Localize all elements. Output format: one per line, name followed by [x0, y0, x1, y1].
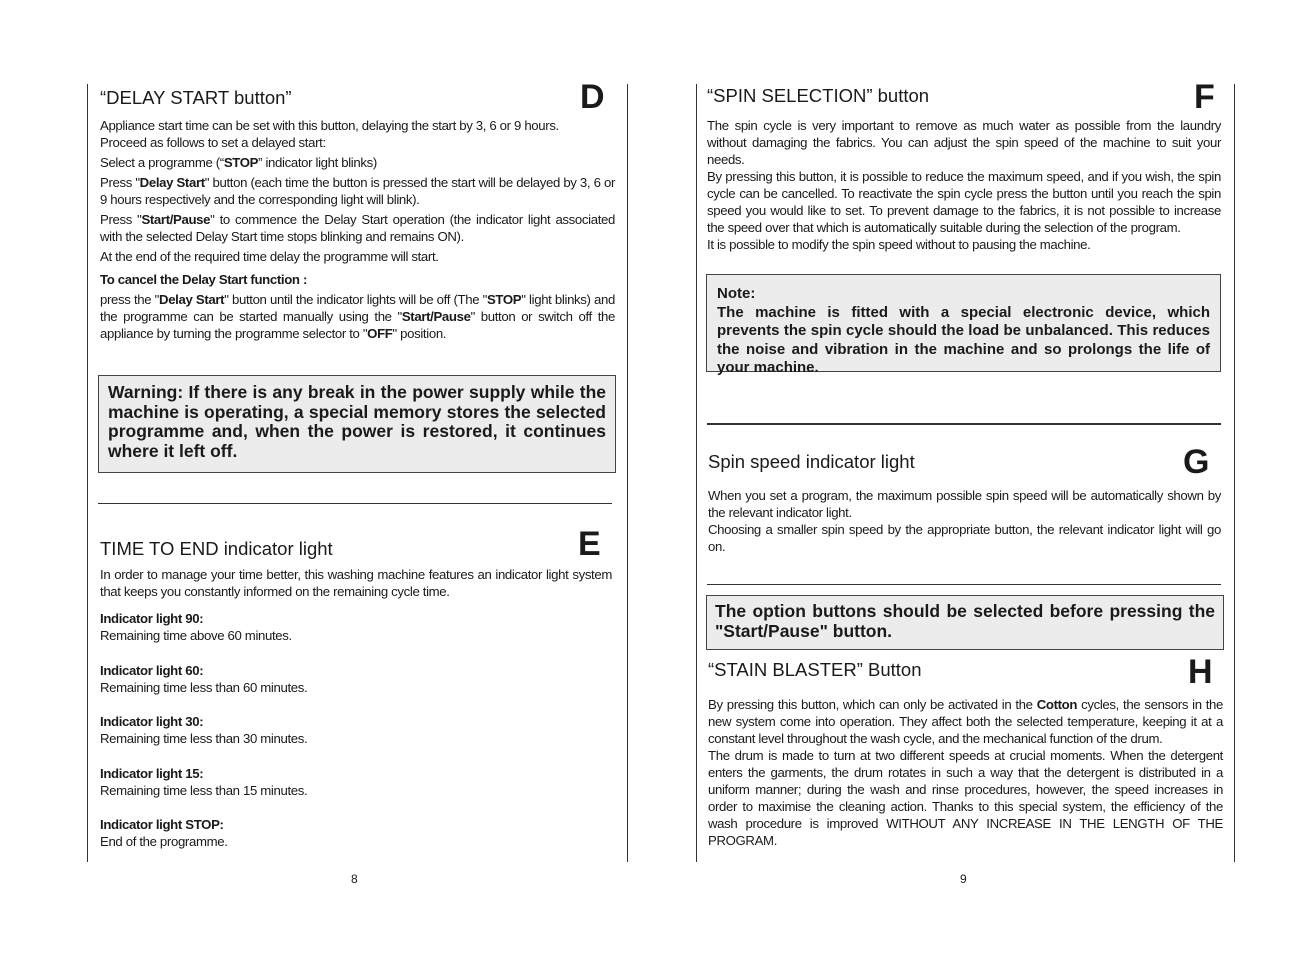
indicator-item-15: Indicator light 15: Remaining time less than 15 minutes.	[100, 766, 308, 798]
section-letter-e: E	[578, 525, 601, 563]
right-section-divider-2	[707, 584, 1221, 585]
stain-para-1: By pressing this button, which can only be activated in the Cotton cycles, the sensors in the new system come into operation. They affect both the selected temperature, keeping it at a constant level throughout the wash cycle, and the mechanical function of the drum.	[708, 697, 1224, 746]
right-section-divider-1	[707, 423, 1221, 425]
stain-para-2: The drum is made to turn at two different speeds at crucial moments. When the detergent enters the garments, the drum rotates in such a way that the detergent is distributed in a uniform manner; during the wash and rinse procedures, however, the speed increases in order to maximise the cleaning action. Thanks to this special system, the efficiency of the wash procedure is improved WITHOUT ANY INCREASE IN THE LENGTH OF THE PROGRAM.	[708, 748, 1223, 848]
spin-indicator-body	[708, 487, 1221, 555]
spin-selection-title: “SPIN SELECTION” button	[707, 85, 930, 106]
delay-intro-2: Proceed as follows to set a delayed start:	[100, 135, 326, 150]
section-letter-g: G	[1183, 443, 1210, 481]
delay-start-body	[100, 117, 615, 345]
stain-blaster-title: “STAIN BLASTER” Button	[708, 659, 922, 680]
left-section-divider	[98, 503, 612, 504]
spin-indicator-para-2: Choosing a smaller spin speed by the appropriate button, the relevant indicator light will go on.	[708, 522, 1221, 554]
time-to-end-intro: In order to manage your time better, this washing machine features an indicator light system that keeps you constantly informed on the remaining cycle time.	[100, 567, 612, 599]
spin-para-1: The spin cycle is very important to remove as much water as possible from the laundry without damaging the fabrics. You can adjust the spin speed of the machine to suit your needs.	[707, 118, 1221, 167]
spin-indicator-para-1: When you set a program, the maximum possible spin speed will be automatically shown by the relevant indicator light.	[708, 488, 1221, 520]
note-label: Note:	[717, 285, 756, 302]
right-page-left-line	[696, 84, 697, 862]
right-margin-line	[1234, 84, 1235, 862]
indicator-item-stop: Indicator light STOP: End of the programme.	[100, 817, 228, 849]
spin-para-2: By pressing this button, it is possible to reduce the maximum speed, and if you wish, the spin cycle can be cancelled. To reactivate the spin cycle press the button until you reach the spin speed you would like to set. To prevent damage to the fabrics, it is not possible to increase the speed over that which is automatically suitable during the selection of the program.	[707, 169, 1221, 235]
page-number-left: 8	[351, 872, 358, 886]
delay-start-title: “DELAY START button”	[100, 87, 292, 108]
left-margin-line	[87, 84, 88, 862]
note-box	[706, 274, 1221, 376]
spin-selection-body	[707, 117, 1221, 253]
time-to-end-title: TIME TO END indicator light	[100, 538, 333, 559]
note-text: The machine is fitted with a special electronic device, which prevents the spin cycle should the load be unbalanced. This reduces the noise and vibration in the machine and so prolongs the life of your machine.	[717, 303, 1210, 376]
delay-step-1: Select a programme (“STOP” indicator light blinks)	[100, 155, 377, 170]
left-page-right-line	[627, 84, 628, 862]
option-note-box	[706, 595, 1224, 650]
stain-blaster-body	[708, 696, 1223, 849]
section-letter-d: D	[580, 78, 605, 116]
indicator-item-90: Indicator light 90: Remaining time above 60 minutes.	[100, 611, 292, 643]
section-letter-h: H	[1188, 653, 1213, 691]
option-note-text: The option buttons should be selected before pressing the "Start/Pause" button.	[715, 601, 1215, 641]
warning-box	[98, 375, 616, 473]
section-letter-f: F	[1194, 78, 1215, 116]
delay-step-4: At the end of the required time delay the programme will start.	[100, 249, 439, 264]
delay-intro-1: Appliance start time can be set with this button, delaying the start by 3, 6 or 9 hours.	[100, 118, 559, 133]
cancel-heading: To cancel the Delay Start function :	[100, 272, 307, 287]
delay-step-2: Press "Delay Start" button (each time the button is pressed the start will be delayed by 3, 6 or 9 hours respectively and the corresponding light will blink).	[100, 175, 615, 207]
indicator-item-30: Indicator light 30: Remaining time less than 30 minutes.	[100, 714, 308, 746]
spin-para-3: It is possible to modify the spin speed without to pausing the machine.	[707, 237, 1091, 252]
spin-indicator-title: Spin speed indicator light	[708, 451, 915, 472]
warning-text: Warning: If there is any break in the power supply while the machine is operating, a special memory stores the selected programme and, when the power is restored, it continues where it left off.	[108, 382, 606, 461]
indicator-item-60: Indicator light 60: Remaining time less than 60 minutes.	[100, 663, 308, 695]
page-number-right: 9	[960, 872, 967, 886]
cancel-text: press the "Delay Start" button until the indicator lights will be off (The "STOP" light blinks) and the programme can be started manually using the "Start/Pause" button or switch off the appliance by turning the programme selector to "OFF" position.	[100, 292, 615, 341]
delay-step-3: Press "Start/Pause" to commence the Delay Start operation (the indicator light associated with the selected Delay Start time stops blinking and remains ON).	[100, 212, 615, 244]
